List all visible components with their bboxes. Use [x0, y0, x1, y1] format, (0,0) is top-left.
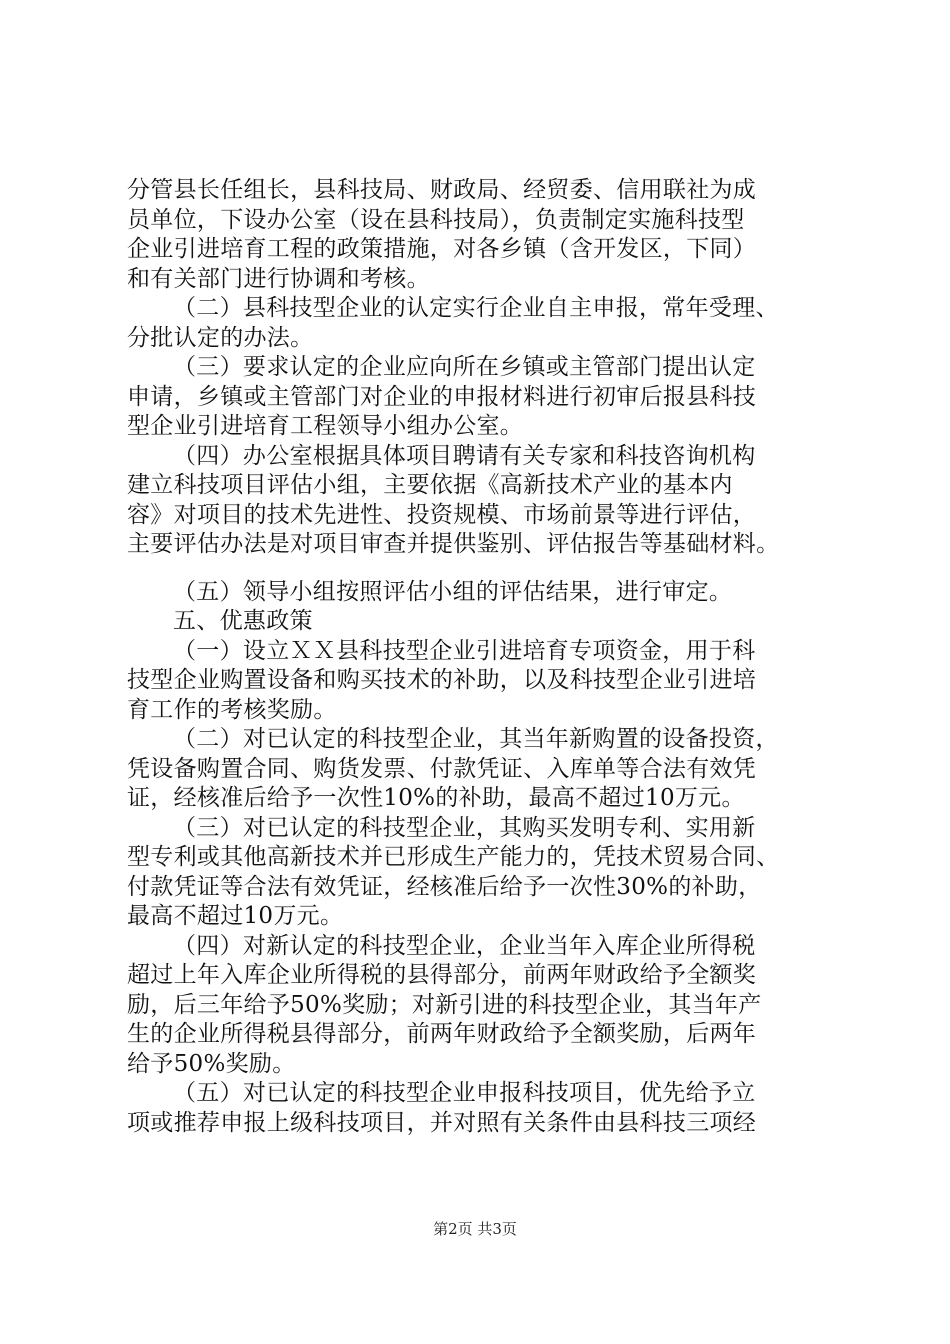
- text-line: 励，后三年给予50%奖励；对新引进的科技型企业，其当年产: [127, 991, 762, 1018]
- text-line: 主要评估办法是对项目审查并提供鉴别、评估报告等基础材料。: [127, 531, 780, 557]
- text-line: 付款凭证等合法有效凭证，经核准后给予一次性30%的补助，: [127, 873, 762, 900]
- text-line: 技型企业购置设备和购买技术的补助，以及科技型企业引进培: [127, 667, 757, 693]
- paragraph-block-1: [127, 176, 847, 560]
- text-line: 分批认定的办法。: [127, 324, 314, 351]
- text-line: （四）办公室根据具体项目聘请有关专家和科技咨询机构: [173, 442, 756, 469]
- text-line: 凭设备购置合同、购货发票、付款凭证、入库单等合法有效凭: [127, 755, 757, 782]
- text-line: 最高不超过10万元。: [127, 903, 344, 929]
- page-number-footer: 第2页 共3页: [433, 1220, 517, 1238]
- text-line: 型企业引进培育工程领导小组办公室。: [127, 413, 524, 439]
- text-line: （四）对新认定的科技型企业，企业当年入库企业所得税: [173, 932, 756, 959]
- text-line: 分管县长任组长，县科技局、财政局、经贸委、信用联社为成: [127, 177, 757, 203]
- text-line: （二）县科技型企业的认定实行企业自主申报，常年受理、: [173, 295, 779, 321]
- paragraph-gap: [127, 560, 847, 578]
- text-line: 申请，乡镇或主管部门对企业的申报材料进行初审后报县科技: [127, 383, 757, 410]
- text-line: （三）要求认定的企业应向所在乡镇或主管部门提出认定: [173, 354, 756, 380]
- text-line: 超过上年入库企业所得税的县得部分，前两年财政给予全额奖: [127, 962, 757, 988]
- text-line: 容》对项目的技术先进性、投资规模、市场前景等进行评估，: [127, 501, 757, 528]
- paragraph-block-2: [127, 578, 847, 1139]
- text-line: 五、优惠政策: [173, 608, 313, 634]
- text-line: 企业引进培育工程的政策措施，对各乡镇（含开发区，下同）: [127, 236, 757, 262]
- text-line: 型专利或其他高新技术并已形成生产能力的，凭技术贸易合同、: [127, 844, 780, 870]
- text-line: 员单位，下设办公室（设在县科技局），负责制定实施科技型: [127, 206, 745, 233]
- text-line: （五）领导小组按照评估小组的评估结果，进行审定。: [173, 578, 733, 605]
- text-line: （一）设立ＸＸ县科技型企业引进培育专项资金，用于科: [173, 637, 756, 664]
- text-line: （三）对已认定的科技型企业，其购买发明专利、实用新: [173, 814, 756, 841]
- text-line: 生的企业所得税县得部分，前两年财政给予全额奖励，后两年: [127, 1021, 757, 1047]
- text-line: 给予50%奖励。: [127, 1050, 296, 1077]
- text-line: 建立科技项目评估小组，主要依据《高新技术产业的基本内: [127, 472, 733, 498]
- text-line: 项或推荐申报上级科技项目，并对照有关条件由县科技三项经: [127, 1109, 757, 1136]
- text-line: （二）对已认定的科技型企业，其当年新购置的设备投资，: [173, 726, 779, 752]
- text-line: （五）对已认定的科技型企业申报科技项目，优先给予立: [173, 1080, 756, 1106]
- text-line: 育工作的考核奖励。: [127, 696, 337, 723]
- text-line: 证，经核准后给予一次性10%的补助，最高不超过10万元。: [127, 785, 745, 811]
- document-body: [127, 176, 847, 1138]
- text-line: 和有关部门进行协调和考核。: [127, 265, 430, 292]
